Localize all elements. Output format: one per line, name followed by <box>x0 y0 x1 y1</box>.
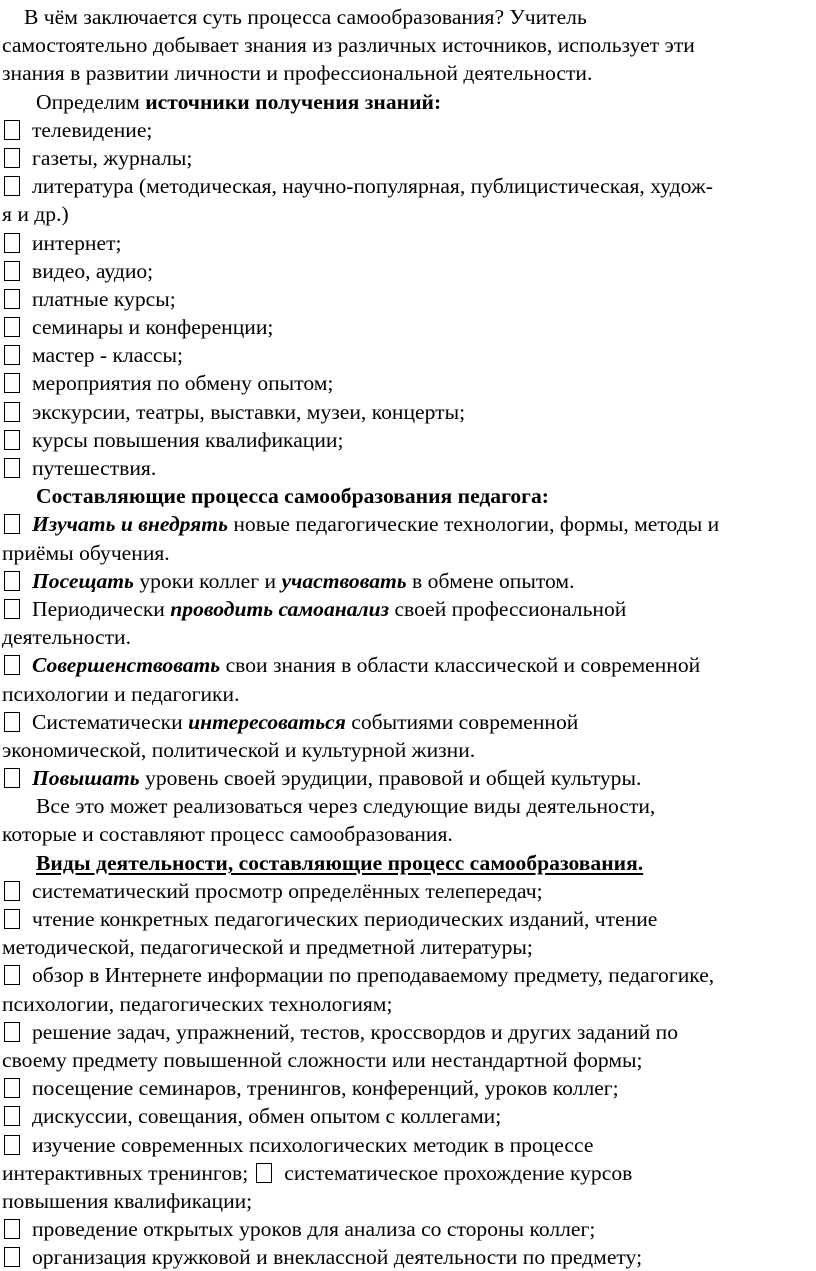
list-item: курсы повышения квалификации; <box>2 426 814 454</box>
list-item: видео, аудио; <box>2 257 814 285</box>
list-item: посещение семинаров, тренингов, конференций, уроков коллег; <box>2 1074 814 1102</box>
checkbox-bullet-icon <box>4 345 20 365</box>
list-item: Посещать уроки коллег и участвовать в обмене опытом. <box>2 567 814 595</box>
checkbox-bullet-icon <box>4 148 20 168</box>
list-item: интернет; <box>2 229 814 257</box>
list-item: Изучать и внедрять новые педагогические технологии, формы, методы и <box>2 510 814 538</box>
checkbox-bullet-icon <box>4 233 20 253</box>
list-item: газеты, журналы; <box>2 144 814 172</box>
checkbox-bullet-icon <box>4 1022 20 1042</box>
list-item-continuation: методической, педагогической и предметной литературы; <box>2 935 533 960</box>
list-item: путешествия. <box>2 454 814 482</box>
list-item: решение задач, упражнений, тестов, кроссвордов и других заданий по <box>2 1018 814 1046</box>
list-item: литература (методическая, научно-популярная, публицистическая, худож- <box>2 172 814 200</box>
list-item: изучение современных психологических методик в процессе <box>2 1131 814 1159</box>
checkbox-bullet-icon <box>4 965 20 985</box>
checkbox-bullet-icon <box>4 768 20 788</box>
list-item: систематический просмотр определённых телепередач; <box>2 877 814 905</box>
summary-line-2: которые и составляют процесс самообразования. <box>2 822 453 847</box>
list-item-continuation: повышения квалификации; <box>2 1188 253 1213</box>
list-item: чтение конкретных педагогических периодических изданий, чтение <box>2 905 814 933</box>
list-item-continuation: психологии, педагогических технологиям; <box>2 991 393 1016</box>
list-item: семинары и конференции; <box>2 313 814 341</box>
checkbox-bullet-icon <box>4 261 20 281</box>
checkbox-bullet-icon <box>256 1163 272 1183</box>
list-item: экскурсии, театры, выставки, музеи, концерты; <box>2 398 814 426</box>
checkbox-bullet-icon <box>4 1247 20 1267</box>
summary-line-1: Все это может реализоваться через следующие виды деятельности, <box>36 794 656 819</box>
list-item: проведение открытых уроков для анализа со стороны коллег; <box>2 1215 814 1243</box>
list-item-continuation: интерактивных тренингов; систематическое прохождение курсов <box>2 1160 633 1185</box>
checkbox-bullet-icon <box>4 120 20 140</box>
sources-heading: Определим источники получения знаний: <box>36 89 442 114</box>
checkbox-bullet-icon <box>4 514 20 534</box>
checkbox-bullet-icon <box>4 1219 20 1239</box>
list-item-continuation: своему предмету повышенной сложности или нестандартной формы; <box>2 1047 643 1072</box>
checkbox-bullet-icon <box>4 571 20 591</box>
checkbox-bullet-icon <box>4 1078 20 1098</box>
list-item-continuation: экономической, политической и культурной жизни. <box>2 737 476 762</box>
list-item-continuation: деятельности. <box>2 625 132 650</box>
checkbox-bullet-icon <box>4 176 20 196</box>
document-page <box>2 0 814 1271</box>
list-item: Совершенствовать свои знания в области классической и современной <box>2 651 814 679</box>
list-item: мероприятия по обмену опытом; <box>2 369 814 397</box>
intro-line-2: самостоятельно добывает знания из различных источников, использует эти <box>2 33 695 58</box>
list-item: телевидение; <box>2 116 814 144</box>
checkbox-bullet-icon <box>4 909 20 929</box>
list-item-continuation: приёмы обучения. <box>2 540 170 565</box>
activities-heading: Виды деятельности, составляющие процесс самообразования. <box>36 850 644 875</box>
checkbox-bullet-icon <box>4 430 20 450</box>
sources-heading-bold: источники получения знаний: <box>145 89 442 114</box>
checkbox-bullet-icon <box>4 373 20 393</box>
list-item: организация кружковой и внеклассной деятельности по предмету; <box>2 1243 814 1271</box>
list-item: платные курсы; <box>2 285 814 313</box>
list-item: обзор в Интернете информации по преподаваемому предмету, педагогике, <box>2 961 814 989</box>
intro-line-1: В чём заключается суть процесса самообразования? Учитель <box>24 5 587 29</box>
checkbox-bullet-icon <box>4 599 20 619</box>
checkbox-bullet-icon <box>4 712 20 732</box>
list-item: Повышать уровень своей эрудиции, правовой и общей культуры. <box>2 764 814 792</box>
checkbox-bullet-icon <box>4 317 20 337</box>
checkbox-bullet-icon <box>4 881 20 901</box>
checkbox-bullet-icon <box>4 402 20 422</box>
list-item-continuation: психологии и педагогики. <box>2 681 240 706</box>
components-heading: Составляющие процесса самообразования педагога: <box>36 484 549 509</box>
intro-line-3: знания в развитии личности и профессиональной деятельности. <box>2 61 593 86</box>
list-item: Систематически интересоваться событиями современной <box>2 708 814 736</box>
list-item: дискуссии, совещания, обмен опытом с коллегами; <box>2 1102 814 1130</box>
checkbox-bullet-icon <box>4 1106 20 1126</box>
checkbox-bullet-icon <box>4 1135 20 1155</box>
list-item: Периодически проводить самоанализ своей профессиональной <box>2 595 814 623</box>
checkbox-bullet-icon <box>4 289 20 309</box>
list-item-continuation: я и др.) <box>2 202 69 227</box>
list-item: мастер - классы; <box>2 341 814 369</box>
checkbox-bullet-icon <box>4 655 20 675</box>
checkbox-bullet-icon <box>4 458 20 478</box>
